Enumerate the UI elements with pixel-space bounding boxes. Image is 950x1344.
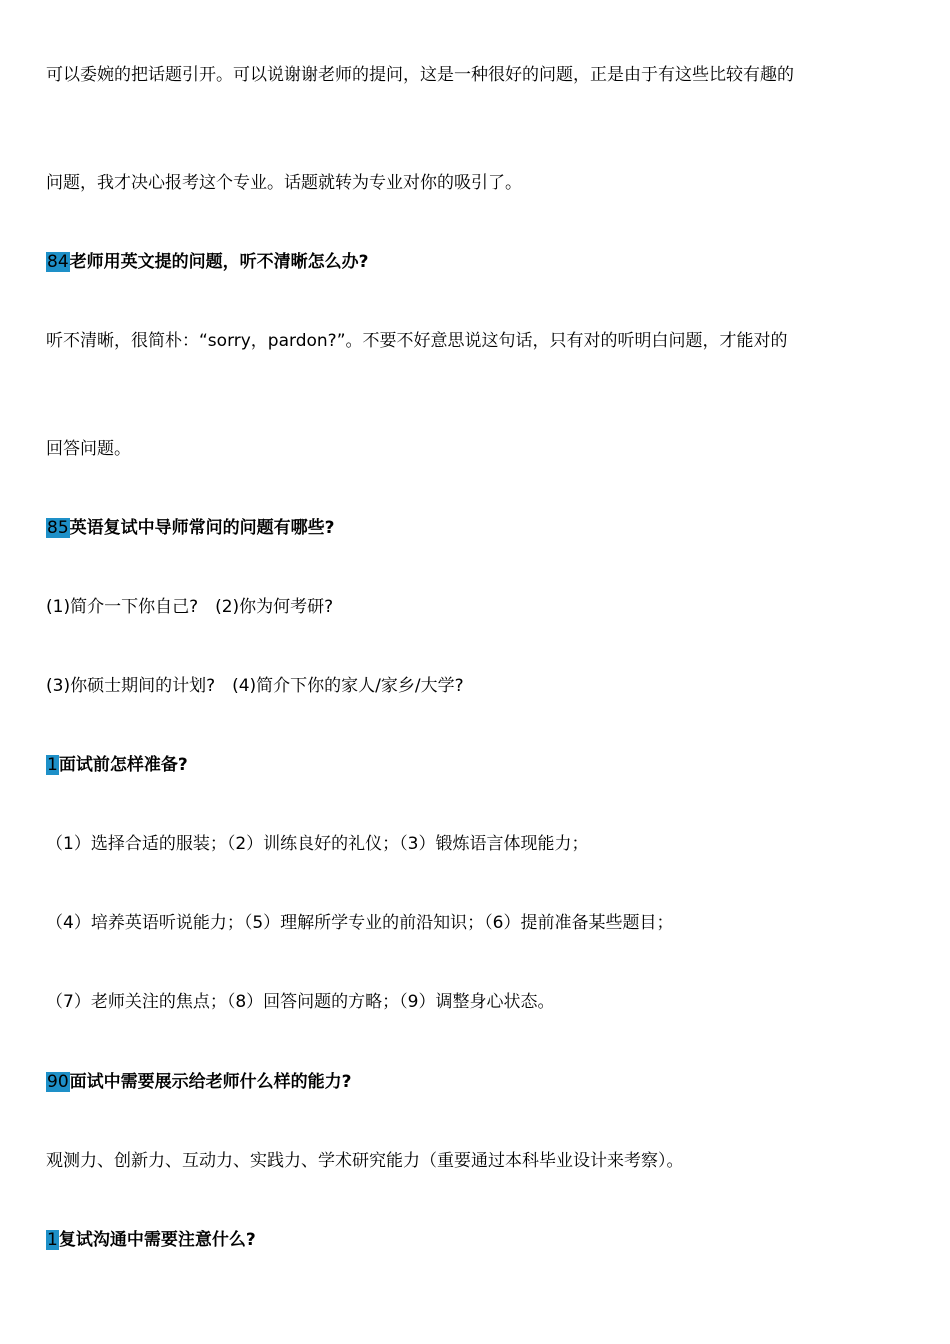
question-number: 84 (47, 252, 69, 272)
question-heading-90 (46, 1071, 352, 1093)
question-heading-85 (46, 517, 335, 539)
question-heading-1 (46, 754, 188, 776)
question-number: 1 (47, 1230, 58, 1250)
question-text: 英语复试中导师常问的问题有哪些? (69, 518, 335, 538)
question-number: 85 (47, 518, 69, 538)
paragraph-line: 可以委婉的把话题引开。可以说谢谢老师的提问，这是一种很好的问题，正是由于有这些比较有趣的 (46, 65, 794, 85)
paragraph-line: 听不清晰，很简朴：“sorry，pardon?”。不要不好意思说这句话，只有对的听明白问题，才能对的 (46, 331, 788, 351)
list-line: (3)你硕士期间的计划? (4)简介下你的家人/家乡/大学? (46, 676, 464, 696)
question-heading-84 (46, 251, 369, 273)
paragraph-line: 问题，我才决心报考这个专业。话题就转为专业对你的吸引了。 (46, 173, 522, 193)
list-line: （7）老师关注的焦点；（8）回答问题的方略；（9）调整身心状态。 (46, 992, 555, 1012)
question-number: 1 (47, 755, 58, 775)
question-number: 90 (47, 1072, 69, 1092)
question-text: 面试中需要展示给老师什么样的能力? (69, 1072, 352, 1092)
list-line: （4）培养英语听说能力；（5）理解所学专业的前沿知识；（6）提前准备某些题目； (46, 913, 674, 933)
question-text: 面试前怎样准备? (58, 755, 188, 775)
paragraph-line: 回答问题。 (46, 439, 131, 459)
question-text: 老师用英文提的问题，听不清晰怎么办? (69, 252, 369, 272)
question-text: 复试沟通中需要注意什么? (58, 1230, 256, 1250)
paragraph-line: 观测力、创新力、互动力、实践力、学术研究能力（重要通过本科毕业设计来考察）。 (46, 1151, 684, 1171)
list-line: （1）选择合适的服装；（2）训练良好的礼仪；（3）锻炼语言体现能力； (46, 834, 589, 854)
list-line: (1)简介一下你自己? (2)你为何考研? (46, 597, 334, 617)
question-heading-1b (46, 1229, 256, 1251)
